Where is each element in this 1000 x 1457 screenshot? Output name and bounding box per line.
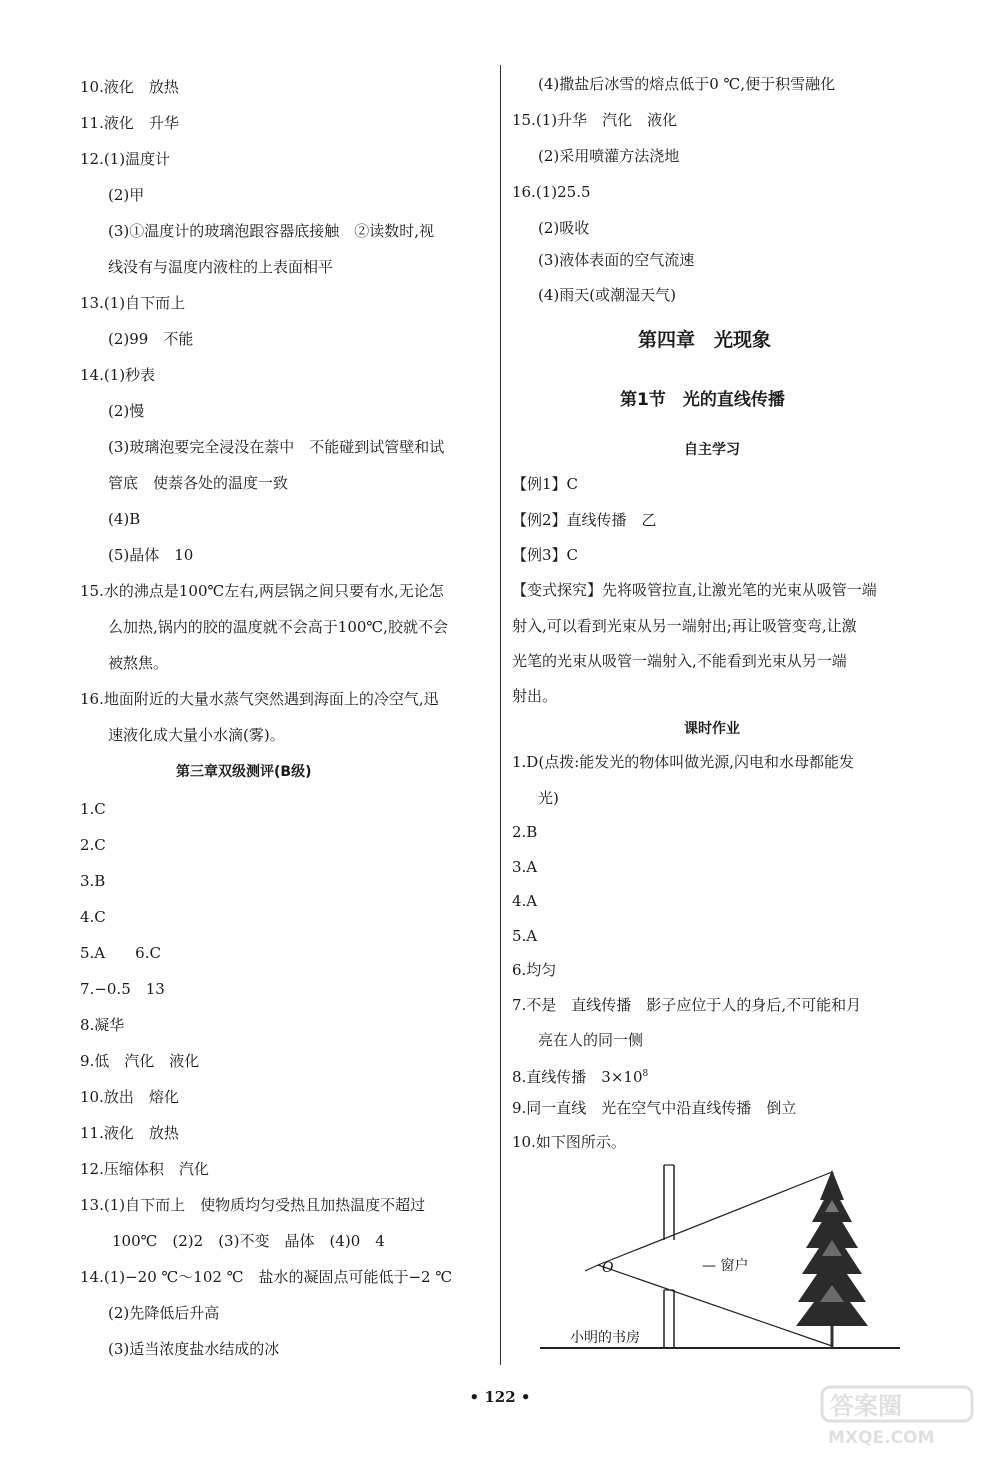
answer-line: 8.凝华 — [80, 1016, 125, 1034]
answer-line: 100℃ (2)2 (3)不变 晶体 (4)0 4 — [112, 1232, 385, 1250]
watermark-logo — [820, 1385, 990, 1450]
answer-line: 14.(1)−20 ℃～102 ℃ 盐水的凝固点可能低于−2 ℃ — [80, 1268, 453, 1286]
answer-line: 5.A — [512, 927, 538, 945]
answer-line: 11.液化 放热 — [80, 1124, 179, 1142]
answer-line: 1.C — [80, 800, 106, 818]
section-title: 第1节 光的直线传播 — [620, 390, 785, 410]
answer-line: (2)99 不能 — [108, 330, 194, 348]
answer-line: 13.(1)自下而上 — [80, 294, 186, 312]
subsection-title: 课时作业 — [684, 721, 740, 737]
answer-line: 速液化成大量小水滴(雾)。 — [108, 726, 285, 744]
answer-line: 10.液化 放热 — [80, 78, 179, 96]
answer-line: 16.(1)25.5 — [512, 183, 591, 201]
answer-line: 9.同一直线 光在空气中沿直线传播 倒立 — [512, 1099, 797, 1117]
answer-line: 1.D(点拨:能发光的物体叫做光源,闪电和水母都能发 — [512, 753, 855, 771]
answer-line: (2)吸收 — [538, 219, 590, 237]
exponent: 8 — [642, 1069, 649, 1079]
light-ray-upper — [598, 1172, 832, 1265]
answer-line: (2)先降低后升高 — [108, 1304, 220, 1322]
answer-line: 【变式探究】先将吸管拉直,让激光笔的光束从吸管一端 — [512, 581, 877, 599]
answer-line: 【例2】直线传播 乙 — [512, 511, 657, 529]
answer-line: (2)慢 — [108, 402, 145, 420]
answer-line: 16.地面附近的大量水蒸气突然遇到海面上的冷空气,迅 — [80, 690, 439, 708]
answer-line: 2.C — [80, 836, 106, 854]
section-heading: 第三章双级测评(B级) — [176, 764, 312, 780]
answer-line: (3)玻璃泡要完全浸没在萘中 不能碰到试管壁和试 — [108, 438, 445, 456]
answer-line — [512, 1064, 648, 1087]
answer-line: 10.如下图所示。 — [512, 1133, 626, 1151]
answer-line: 管底 使萘各处的温度一致 — [108, 474, 289, 492]
answer-line: (3)①温度计的玻璃泡跟容器底接触 ②读数时,视 — [108, 222, 435, 240]
answer-line: 么加热,锅内的胶的温度就不会高于100℃,胶就不会 — [108, 618, 448, 636]
subsection-title: 自主学习 — [684, 442, 740, 458]
room-label: 小明的书房 — [570, 1330, 640, 1346]
answer-line: 7.−0.5 13 — [80, 980, 165, 998]
answer-line: (4)撒盐后冰雪的熔点低于0 ℃,便于积雪融化 — [538, 75, 836, 93]
answer-line: 6.均匀 — [512, 961, 557, 979]
answer-line: (5)晶体 10 — [108, 546, 194, 564]
answer-line: 9.低 汽化 液化 — [80, 1052, 200, 1070]
answer-line: (3)液体表面的空气流速 — [538, 251, 695, 269]
svg-text:MXQE.COM: MXQE.COM — [828, 1428, 935, 1448]
answer-line: 4.A — [512, 892, 538, 910]
answer-line: (3)适当浓度盐水结成的冰 — [108, 1340, 280, 1358]
answer-line: 5.A 6.C — [80, 944, 161, 962]
answer-line: 7.不是 直线传播 影子应位于人的身后,不可能和月 — [512, 996, 862, 1014]
point-o-label: O — [602, 1260, 614, 1276]
answer-line: 【例1】C — [512, 475, 579, 493]
answer-line: (4)B — [108, 510, 141, 528]
window-label: — 窗户 — [702, 1258, 749, 1274]
answer-line: 4.C — [80, 908, 106, 926]
answer-line: 11.液化 升华 — [80, 114, 179, 132]
answer-line: (2)采用喷灌方法浇地 — [538, 147, 680, 165]
answer-line: 13.(1)自下而上 使物质均匀受热且加热温度不超过 — [80, 1196, 426, 1214]
chapter-title: 第四章 光现象 — [638, 329, 772, 351]
answer-line: 光) — [538, 789, 559, 807]
answer-line: 14.(1)秒表 — [80, 366, 156, 384]
answer-text: 8.直线传播 3×10 — [512, 1068, 643, 1086]
answer-line: 3.A — [512, 858, 538, 876]
study-room-figure — [540, 1160, 910, 1360]
column-divider — [500, 65, 501, 1365]
answer-line: (4)雨天(或潮湿天气) — [538, 286, 676, 304]
answer-line: 15.(1)升华 汽化 液化 — [512, 111, 678, 129]
answer-line: 10.放出 熔化 — [80, 1088, 179, 1106]
tree-icon — [796, 1170, 868, 1348]
answer-line: 【例3】C — [512, 546, 579, 564]
answer-line: 3.B — [80, 872, 106, 890]
page-number: • 122 • — [469, 1388, 531, 1406]
answer-line: 15.水的沸点是100℃左右,两层锅之间只要有水,无论怎 — [80, 582, 444, 600]
light-ray-extension — [585, 1265, 598, 1271]
answer-line: 2.B — [512, 823, 538, 841]
svg-text:答案圈: 答案圈 — [830, 1392, 902, 1420]
answer-line: 12.压缩体积 汽化 — [80, 1160, 209, 1178]
answer-line: 射入,可以看到光束从另一端射出;再让吸管变弯,让激 — [512, 617, 857, 635]
answer-line: 亮在人的同一侧 — [538, 1031, 644, 1049]
answer-line: 12.(1)温度计 — [80, 150, 171, 168]
answer-line: 射出。 — [512, 687, 558, 705]
answer-line: (2)甲 — [108, 186, 145, 204]
answer-line: 线没有与温度内液柱的上表面相平 — [108, 258, 334, 276]
answer-line: 被熬焦。 — [108, 654, 169, 672]
answer-line: 光笔的光束从吸管一端射入,不能看到光束从另一端 — [512, 652, 847, 670]
